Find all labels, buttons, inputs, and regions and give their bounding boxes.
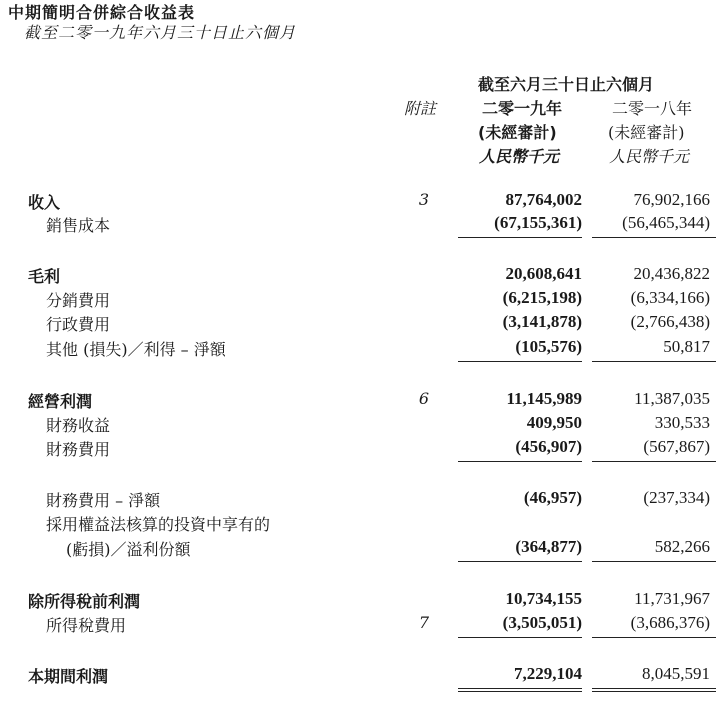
subtotal-rule xyxy=(458,461,582,462)
row-label: 銷售成本 xyxy=(46,216,111,235)
total-double-rule xyxy=(458,688,582,692)
row-label: 其他 (損失)／利得 – 淨額 xyxy=(46,340,226,359)
col-2019-currency: 人民幣千元 xyxy=(479,147,560,166)
subtotal-rule xyxy=(592,361,716,362)
value-2018: 11,387,035 xyxy=(634,389,710,408)
value-2018: 582,266 xyxy=(654,537,710,556)
row-label: 毛利 xyxy=(28,267,61,286)
col-2019-header: 二零一九年 xyxy=(482,99,563,118)
subtotal-rule xyxy=(458,237,582,238)
subtotal-rule xyxy=(458,561,582,562)
subtotal-rule xyxy=(592,637,716,638)
row-label: 經營利潤 xyxy=(28,392,93,411)
row-note: 6 xyxy=(418,389,430,408)
table-row xyxy=(0,389,728,413)
table-row xyxy=(0,312,728,336)
value-2018: 50,817 xyxy=(663,337,710,356)
row-note: 7 xyxy=(418,613,430,632)
value-2019: 10,734,155 xyxy=(505,589,582,608)
col-2018-header: 二零一八年 xyxy=(612,99,693,118)
statement-title: 中期簡明合併綜合收益表 xyxy=(8,3,196,22)
table-row xyxy=(0,413,728,437)
value-2019: (456,907) xyxy=(515,437,582,456)
note-header: 附註 xyxy=(404,99,437,118)
row-note: 3 xyxy=(418,190,430,209)
subtotal-rule xyxy=(458,637,582,638)
value-2019: 11,145,989 xyxy=(506,389,582,408)
row-label: 行政費用 xyxy=(46,315,111,334)
table-row xyxy=(0,613,728,637)
value-2019: 7,229,104 xyxy=(514,664,582,683)
row-label: 採用權益法核算的投資中享有的 xyxy=(46,515,271,534)
value-2018: (6,334,166) xyxy=(630,288,710,307)
table-row xyxy=(0,664,728,688)
value-2019: (3,505,051) xyxy=(502,613,582,632)
table-row xyxy=(0,337,728,361)
table-row xyxy=(0,264,728,288)
row-label: 除所得稅前利潤 xyxy=(28,592,141,611)
value-2018: 8,045,591 xyxy=(642,664,710,683)
value-2018: 11,731,967 xyxy=(634,589,710,608)
value-2019: 20,608,641 xyxy=(505,264,582,283)
subtotal-rule xyxy=(458,361,582,362)
value-2018: (567,867) xyxy=(643,437,710,456)
row-label: 收入 xyxy=(28,193,61,212)
subtotal-rule xyxy=(592,461,716,462)
value-2018: 20,436,822 xyxy=(633,264,710,283)
table-row xyxy=(0,512,728,536)
subtotal-rule xyxy=(592,237,716,238)
col-2018-currency: 人民幣千元 xyxy=(609,147,690,166)
table-row xyxy=(0,437,728,461)
row-label: 財務收益 xyxy=(46,416,111,435)
value-2019: (105,576) xyxy=(515,337,582,356)
value-2019: (3,141,878) xyxy=(502,312,582,331)
row-label: 本期間利潤 xyxy=(28,667,109,686)
value-2019: (364,877) xyxy=(515,537,582,556)
value-2018: (3,686,376) xyxy=(630,613,710,632)
table-row xyxy=(0,190,728,214)
col-2018-unaudited: (未經審計) xyxy=(608,123,685,142)
value-2018: 330,533 xyxy=(654,413,710,432)
row-label: 分銷費用 xyxy=(46,291,111,310)
statement-subtitle: 截至二零一九年六月三十日止六個月 xyxy=(24,23,297,42)
value-2018: (56,465,344) xyxy=(622,213,710,232)
table-row xyxy=(0,288,728,312)
col-2019-unaudited: (未經審計) xyxy=(478,123,557,142)
value-2019: 87,764,002 xyxy=(505,190,582,209)
table-row xyxy=(0,589,728,613)
subtotal-rule xyxy=(592,561,716,562)
table-row xyxy=(0,488,728,512)
value-2018: 76,902,166 xyxy=(633,190,710,209)
total-double-rule xyxy=(592,688,716,692)
value-2019: (46,957) xyxy=(523,488,582,507)
value-2018: (2,766,438) xyxy=(630,312,710,331)
row-label: 財務費用 – 淨額 xyxy=(46,491,161,510)
value-2018: (237,334) xyxy=(643,488,710,507)
row-label: (虧損)／溢利份額 xyxy=(66,540,191,559)
value-2019: (67,155,361) xyxy=(494,213,582,232)
period-header: 截至六月三十日止六個月 xyxy=(478,75,655,94)
row-label: 所得稅費用 xyxy=(46,616,127,635)
row-label: 財務費用 xyxy=(46,440,111,459)
value-2019: (6,215,198) xyxy=(502,288,582,307)
table-row xyxy=(0,537,728,561)
table-row xyxy=(0,213,728,237)
value-2019: 409,950 xyxy=(526,413,582,432)
